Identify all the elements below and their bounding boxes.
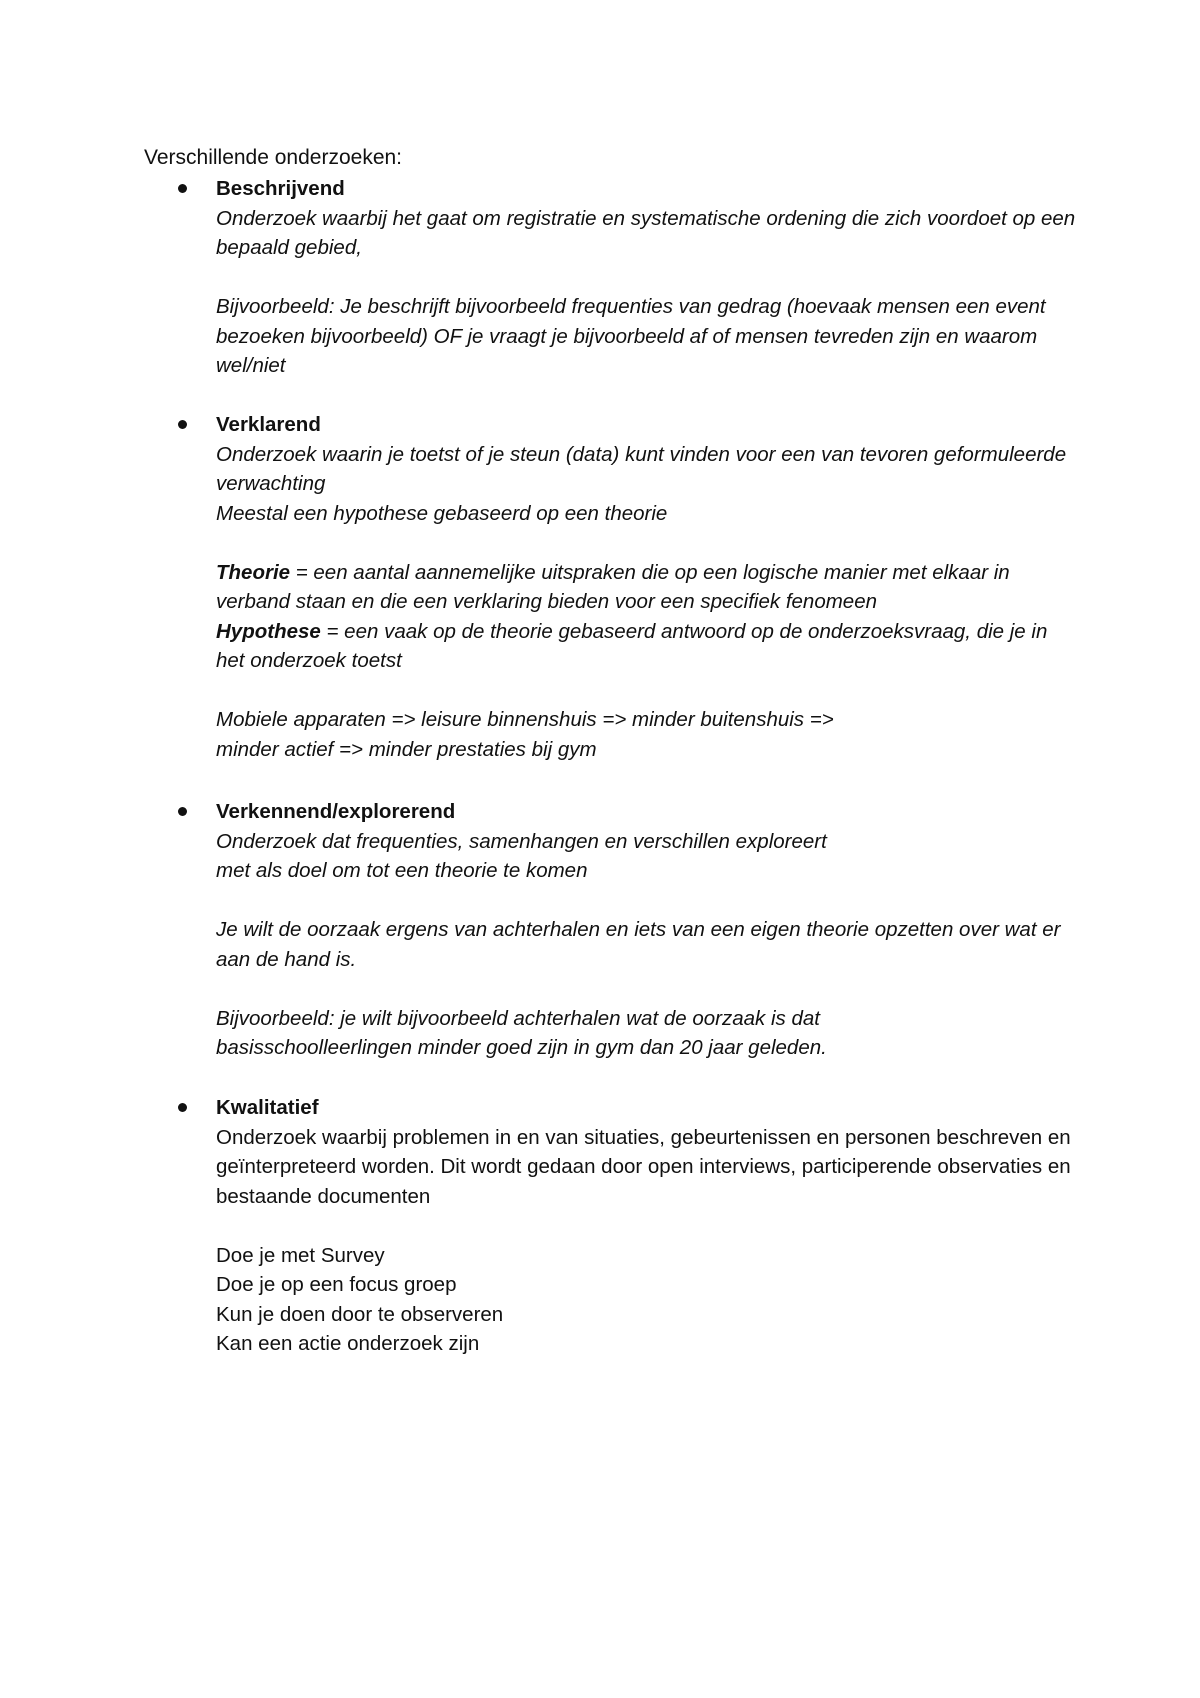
section-verklarend	[216, 410, 1076, 764]
section-paragraph: Meestal een hypothese gebaseerd op een theorie	[216, 501, 668, 525]
list-line: Kan een actie onderzoek zijn	[216, 1332, 480, 1355]
section-verkennend	[216, 797, 1076, 1063]
section-paragraph: Je wilt de oorzaak ergens van achterhalen en iets van een eigen theorie opzetten over wat er aan de hand is.	[216, 918, 1061, 971]
section-paragraph: Onderzoek dat frequenties, samenhangen en verschillen exploreert	[216, 829, 827, 853]
section-paragraph: Onderzoek waarin je toetst of je steun (data) kunt vinden voor een van tevoren geformuleerde verwachting	[216, 442, 1067, 495]
section-beschrijvend	[216, 174, 1076, 381]
section-heading: Beschrijvend	[216, 177, 345, 200]
section-heading: Kwalitatief	[216, 1096, 319, 1119]
list-line: Kun je doen door te observeren	[216, 1302, 504, 1326]
document-title: Verschillende onderzoeken:	[144, 146, 403, 169]
section-paragraph: Bijvoorbeeld: Je beschrijft bijvoorbeeld frequenties van gedrag (hoevaak mensen een event bezoeken bijvoorbeeld) OF je vraagt je bijvoorbeeld af of mensen tevreden zijn en waarom wel/niet	[216, 295, 1046, 377]
theory-term: Theorie	[216, 560, 291, 584]
bullet-icon	[178, 184, 187, 193]
section-heading: Verklarend	[216, 413, 321, 436]
bullet-icon	[178, 1103, 187, 1112]
section-paragraph: met als doel om tot een theorie te komen	[216, 859, 588, 882]
section-kwalitatief	[216, 1093, 1076, 1359]
bullet-icon	[178, 420, 187, 429]
section-paragraph: Onderzoek waarbij problemen in en van situaties, gebeurtenissen en personen beschreven en geïnterpreteerd worden. Dit wordt gedaan door open interviews, participerende observaties en bestaande documenten	[216, 1125, 1071, 1208]
theory-definition	[216, 558, 1076, 617]
bullet-icon	[178, 807, 187, 816]
section-paragraph: Onderzoek waarbij het gaat om registratie en systematische ordening die zich voordoet op een bepaald gebied,	[216, 206, 1076, 259]
hypothesis-definition	[216, 617, 1076, 676]
list-line: Doe je met Survey	[216, 1243, 385, 1267]
section-paragraph: basisschoolleerlingen minder goed zijn in gym dan 20 jaar geleden.	[216, 1036, 827, 1059]
list-line: Doe je op een focus groep	[216, 1273, 457, 1296]
hypothesis-term: Hypothese	[216, 619, 321, 643]
theory-text: = een aantal aannemelijke uitspraken die op een logische manier met elkaar in verband staan en die een verklaring bieden voor een specifiek fenomeen	[216, 560, 1010, 613]
example-line: minder actief => minder prestaties bij gym	[216, 737, 597, 761]
hypothesis-text: = een vaak op de theorie gebaseerd antwoord op de onderzoeksvraag, die je in het onderzoek toetst	[216, 619, 1048, 672]
example-line: Mobiele apparaten => leisure binnenshuis => minder buitenshuis =>	[216, 708, 834, 731]
section-heading: Verkennend/explorerend	[216, 800, 456, 823]
section-paragraph: Bijvoorbeeld: je wilt bijvoorbeeld achterhalen wat de oorzaak is dat	[216, 1006, 820, 1030]
